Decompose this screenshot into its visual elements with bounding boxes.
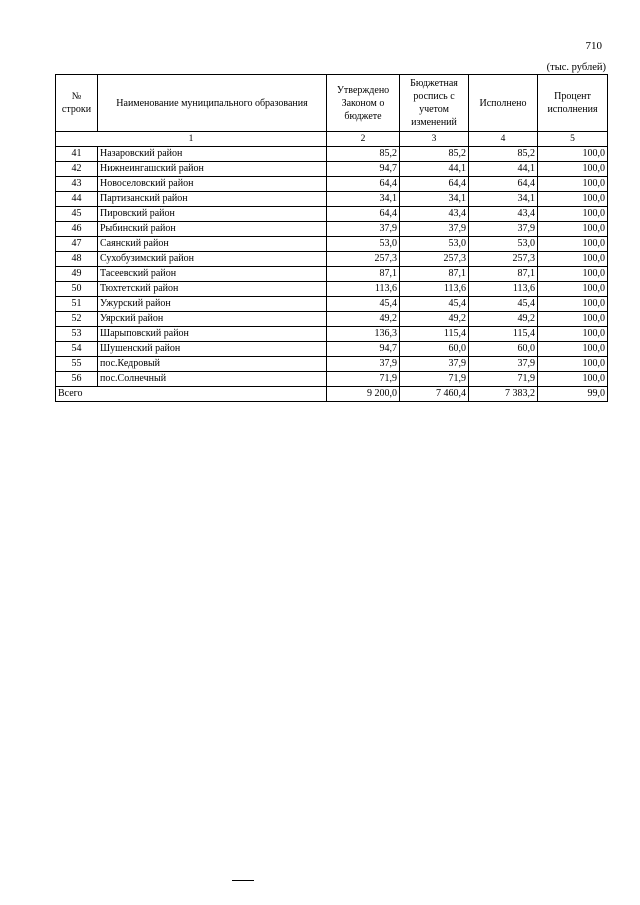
- header-percent: Процент исполнения: [538, 75, 608, 132]
- table-body: [56, 147, 608, 387]
- executed-value: 37,9: [469, 222, 538, 237]
- approved-value: 64,4: [327, 177, 400, 192]
- budget-list-value: 257,3: [400, 252, 469, 267]
- col-index-4: 4: [469, 132, 538, 147]
- budget-list-value: 85,2: [400, 147, 469, 162]
- table-row: [56, 252, 608, 267]
- municipality-name: Тюхтетский район: [98, 282, 327, 297]
- percent-value: 100,0: [538, 192, 608, 207]
- table-row: [56, 282, 608, 297]
- table-row: [56, 222, 608, 237]
- municipality-name: пос.Кедровый: [98, 357, 327, 372]
- table-row: [56, 297, 608, 312]
- executed-value: 257,3: [469, 252, 538, 267]
- row-number: 56: [56, 372, 98, 387]
- approved-value: 136,3: [327, 327, 400, 342]
- row-number: 49: [56, 267, 98, 282]
- percent-value: 100,0: [538, 207, 608, 222]
- approved-value: 34,1: [327, 192, 400, 207]
- approved-value: 71,9: [327, 372, 400, 387]
- page-number: 710: [585, 40, 602, 52]
- municipality-name: Пировский район: [98, 207, 327, 222]
- budget-list-value: 64,4: [400, 177, 469, 192]
- percent-value: 100,0: [538, 282, 608, 297]
- municipality-name: Новоселовский район: [98, 177, 327, 192]
- municipality-name: Уярский район: [98, 312, 327, 327]
- row-number: 54: [56, 342, 98, 357]
- col-index-2: 2: [327, 132, 400, 147]
- table-row: [56, 177, 608, 192]
- approved-value: 257,3: [327, 252, 400, 267]
- municipality-name: Саянский район: [98, 237, 327, 252]
- executed-value: 34,1: [469, 192, 538, 207]
- executed-value: 53,0: [469, 237, 538, 252]
- budget-list-value: 53,0: [400, 237, 469, 252]
- total-budget: 7 460,4: [400, 387, 469, 402]
- table-row: [56, 192, 608, 207]
- municipality-name: Ужурский район: [98, 297, 327, 312]
- approved-value: 64,4: [327, 207, 400, 222]
- municipality-name: Назаровский район: [98, 147, 327, 162]
- header-name: Наименование муниципального образования: [98, 75, 327, 132]
- column-index-row: [56, 132, 608, 147]
- row-number: 44: [56, 192, 98, 207]
- row-number: 51: [56, 297, 98, 312]
- row-number: 52: [56, 312, 98, 327]
- row-number: 48: [56, 252, 98, 267]
- approved-value: 45,4: [327, 297, 400, 312]
- budget-list-value: 37,9: [400, 222, 469, 237]
- municipality-name: Сухобузимский район: [98, 252, 327, 267]
- header-approved: Утверждено Законом о бюджете: [327, 75, 400, 132]
- municipality-name: Партизанский район: [98, 192, 327, 207]
- total-percent: 99,0: [538, 387, 608, 402]
- header-executed: Исполнено: [469, 75, 538, 132]
- executed-value: 43,4: [469, 207, 538, 222]
- percent-value: 100,0: [538, 297, 608, 312]
- percent-value: 100,0: [538, 312, 608, 327]
- footer-rule: [232, 880, 254, 881]
- percent-value: 100,0: [538, 357, 608, 372]
- municipality-name: Тасеевский район: [98, 267, 327, 282]
- percent-value: 100,0: [538, 327, 608, 342]
- municipality-name: Рыбинский район: [98, 222, 327, 237]
- approved-value: 37,9: [327, 222, 400, 237]
- municipality-name: пос.Солнечный: [98, 372, 327, 387]
- municipality-name: Нижнеингашский район: [98, 162, 327, 177]
- percent-value: 100,0: [538, 342, 608, 357]
- total-row: [56, 387, 608, 402]
- municipality-name: Шушенский район: [98, 342, 327, 357]
- percent-value: 100,0: [538, 162, 608, 177]
- approved-value: 87,1: [327, 267, 400, 282]
- percent-value: 100,0: [538, 372, 608, 387]
- approved-value: 85,2: [327, 147, 400, 162]
- row-number: 42: [56, 162, 98, 177]
- percent-value: 100,0: [538, 252, 608, 267]
- municipality-name: Шарыповский район: [98, 327, 327, 342]
- executed-value: 49,2: [469, 312, 538, 327]
- table-row: [56, 357, 608, 372]
- approved-value: 94,7: [327, 162, 400, 177]
- col-index-5: 5: [538, 132, 608, 147]
- percent-value: 100,0: [538, 267, 608, 282]
- executed-value: 37,9: [469, 357, 538, 372]
- budget-list-value: 115,4: [400, 327, 469, 342]
- approved-value: 113,6: [327, 282, 400, 297]
- budget-list-value: 34,1: [400, 192, 469, 207]
- table-row: [56, 237, 608, 252]
- budget-list-value: 87,1: [400, 267, 469, 282]
- executed-value: 113,6: [469, 282, 538, 297]
- executed-value: 60,0: [469, 342, 538, 357]
- executed-value: 44,1: [469, 162, 538, 177]
- table-row: [56, 327, 608, 342]
- total-label: Всего: [56, 387, 327, 402]
- executed-value: 85,2: [469, 147, 538, 162]
- row-number: 47: [56, 237, 98, 252]
- budget-execution-table: [55, 74, 608, 402]
- approved-value: 37,9: [327, 357, 400, 372]
- row-number: 41: [56, 147, 98, 162]
- budget-list-value: 43,4: [400, 207, 469, 222]
- approved-value: 49,2: [327, 312, 400, 327]
- header-row-no: № строки: [56, 75, 98, 132]
- header-budget-list: Бюджетная роспись с учетом изменений: [400, 75, 469, 132]
- col-index-1: 1: [56, 132, 327, 147]
- table-row: [56, 342, 608, 357]
- row-number: 45: [56, 207, 98, 222]
- table-row: [56, 372, 608, 387]
- col-index-3: 3: [400, 132, 469, 147]
- table-row: [56, 147, 608, 162]
- budget-list-value: 71,9: [400, 372, 469, 387]
- executed-value: 64,4: [469, 177, 538, 192]
- percent-value: 100,0: [538, 222, 608, 237]
- table-row: [56, 207, 608, 222]
- row-number: 53: [56, 327, 98, 342]
- table-row: [56, 312, 608, 327]
- total-executed: 7 383,2: [469, 387, 538, 402]
- percent-value: 100,0: [538, 237, 608, 252]
- executed-value: 71,9: [469, 372, 538, 387]
- executed-value: 45,4: [469, 297, 538, 312]
- total-approved: 9 200,0: [327, 387, 400, 402]
- budget-list-value: 113,6: [400, 282, 469, 297]
- header-row: [56, 75, 608, 132]
- percent-value: 100,0: [538, 177, 608, 192]
- row-number: 46: [56, 222, 98, 237]
- row-number: 43: [56, 177, 98, 192]
- budget-list-value: 44,1: [400, 162, 469, 177]
- executed-value: 87,1: [469, 267, 538, 282]
- percent-value: 100,0: [538, 147, 608, 162]
- budget-list-value: 37,9: [400, 357, 469, 372]
- row-number: 50: [56, 282, 98, 297]
- budget-list-value: 49,2: [400, 312, 469, 327]
- table-row: [56, 162, 608, 177]
- units-note: (тыс. рублей): [546, 62, 606, 73]
- budget-list-value: 45,4: [400, 297, 469, 312]
- executed-value: 115,4: [469, 327, 538, 342]
- approved-value: 53,0: [327, 237, 400, 252]
- row-number: 55: [56, 357, 98, 372]
- budget-list-value: 60,0: [400, 342, 469, 357]
- table-row: [56, 267, 608, 282]
- approved-value: 94,7: [327, 342, 400, 357]
